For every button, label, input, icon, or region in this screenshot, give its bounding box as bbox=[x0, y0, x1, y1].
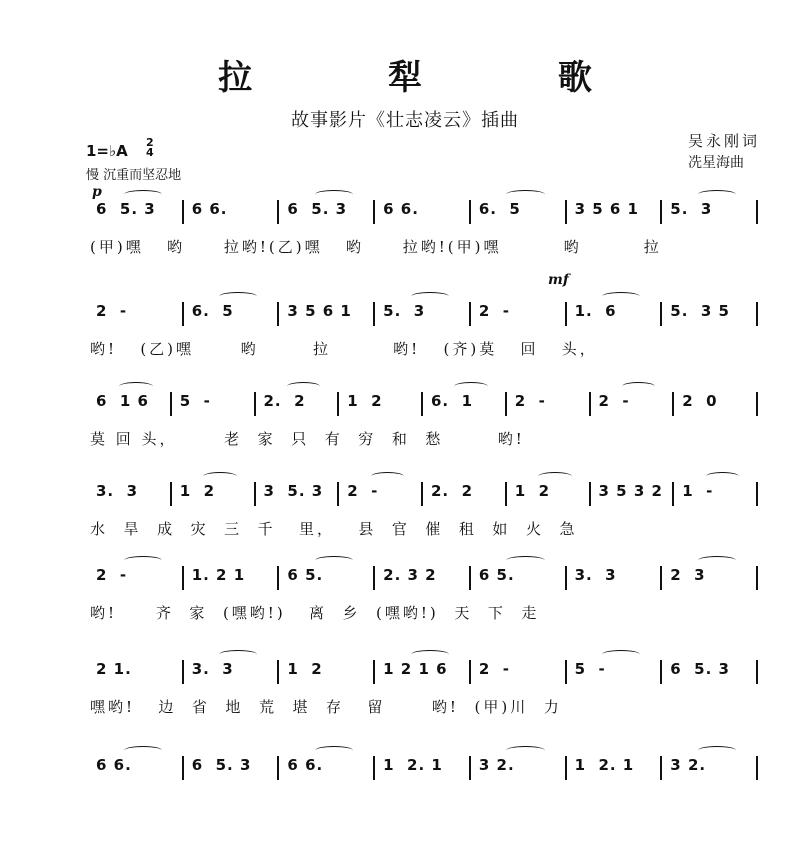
composer-credit: 冼星海曲 bbox=[688, 155, 744, 171]
slur-mark bbox=[411, 292, 449, 301]
slur-mark bbox=[124, 746, 162, 755]
measure-notes: 1 2. 1 bbox=[574, 756, 635, 774]
music-line bbox=[90, 752, 760, 782]
measure-notes: 2 - bbox=[96, 566, 128, 584]
measure-notes: 5. 3 bbox=[383, 302, 426, 320]
measure-notes: 3 5 6 1 bbox=[574, 200, 639, 218]
bar-line bbox=[505, 482, 507, 506]
slur-mark bbox=[602, 292, 640, 301]
measure-notes: 1 2 bbox=[347, 392, 383, 410]
measure-notes: 3 2. bbox=[670, 756, 707, 774]
measure-notes: 2 - bbox=[598, 392, 630, 410]
measure-notes: 6. 5 bbox=[478, 200, 521, 218]
measure-notes: 6 6. bbox=[383, 200, 419, 218]
bar-line bbox=[373, 302, 375, 326]
bar-line bbox=[182, 756, 184, 780]
slur-mark bbox=[124, 190, 162, 199]
measure-notes: 1 2. 1 bbox=[383, 756, 443, 774]
slur-mark bbox=[698, 746, 736, 755]
bar-line bbox=[254, 392, 256, 416]
measure-notes: 3. 3 bbox=[191, 660, 234, 678]
measure-notes: 1. 2 1 bbox=[191, 566, 246, 584]
measure-notes: 3 2. bbox=[478, 756, 515, 774]
bar-line bbox=[182, 200, 184, 224]
bar-line bbox=[373, 566, 375, 590]
measure-notes: 3 5 3 2 bbox=[598, 482, 663, 500]
bar-line bbox=[672, 482, 674, 506]
lyrics-line: 水 旱 成 灾 三 千 里， 县 官 催 租 如 火 急 bbox=[90, 520, 578, 538]
measure-notes: 2. 2 bbox=[431, 482, 474, 500]
bar-line bbox=[182, 566, 184, 590]
measure-notes: 1 - bbox=[682, 482, 714, 500]
measure-notes: 3. 3 bbox=[96, 482, 139, 500]
slur-mark bbox=[315, 556, 353, 565]
measure-notes: 6 5. 3 bbox=[670, 660, 730, 678]
bar-line bbox=[277, 756, 279, 780]
measure-notes: 2. 2 bbox=[263, 392, 306, 410]
slur-mark bbox=[315, 190, 353, 199]
measure-notes: 6 5. 3 bbox=[96, 200, 156, 218]
slur-mark bbox=[219, 292, 257, 301]
dynamic-mf: mf bbox=[548, 272, 569, 288]
lyricist-credit: 吴永刚词 bbox=[687, 132, 760, 150]
slur-mark bbox=[124, 556, 162, 565]
bar-line bbox=[565, 660, 567, 684]
measure-notes: 5 - bbox=[574, 660, 606, 678]
music-line bbox=[90, 388, 760, 418]
slur-mark bbox=[538, 472, 572, 481]
bar-line bbox=[182, 302, 184, 326]
bar-line bbox=[373, 200, 375, 224]
bar-line bbox=[660, 660, 662, 684]
slur-mark bbox=[622, 382, 656, 391]
bar-line bbox=[337, 392, 339, 416]
measure-notes: 1 2 1 6 bbox=[383, 660, 448, 678]
measure-notes: 2 0 bbox=[682, 392, 718, 410]
bar-line bbox=[565, 200, 567, 224]
lyrics-line: 嘿哟! 边 省 地 荒 堪 存 留 哟! (甲)川 力 bbox=[90, 698, 562, 716]
bar-line bbox=[565, 302, 567, 326]
bar-line bbox=[589, 392, 591, 416]
measure-notes: 6 5. 3 bbox=[191, 756, 252, 774]
slur-mark bbox=[203, 472, 237, 481]
bar-line bbox=[660, 756, 662, 780]
bar-line bbox=[672, 392, 674, 416]
slur-mark bbox=[506, 746, 544, 755]
slur-mark bbox=[602, 650, 640, 659]
measure-notes: 6 5. bbox=[478, 566, 515, 584]
lyrics-line: (甲)嘿 哟 拉哟!(乙)嘿 哟 拉哟!(甲)嘿 哟 拉 bbox=[90, 238, 662, 256]
time-signature: 2 4 bbox=[146, 136, 154, 159]
bar-line bbox=[421, 392, 423, 416]
music-line bbox=[90, 562, 760, 592]
bar-line bbox=[337, 482, 339, 506]
bar-line bbox=[660, 302, 662, 326]
slur-mark bbox=[454, 382, 488, 391]
bar-line bbox=[469, 302, 471, 326]
bar-line bbox=[565, 566, 567, 590]
song-title: 拉 犁 歌 bbox=[218, 58, 654, 98]
slur-mark bbox=[698, 556, 736, 565]
bar-line bbox=[756, 392, 758, 416]
measure-notes: 3 5 6 1 bbox=[287, 302, 352, 320]
bar-line bbox=[469, 566, 471, 590]
measure-notes: 2 - bbox=[478, 660, 510, 678]
measure-notes: 1 2 bbox=[179, 482, 216, 500]
music-line bbox=[90, 656, 760, 686]
measure-notes: 2 - bbox=[347, 482, 379, 500]
measure-notes: 1. 6 bbox=[574, 302, 617, 320]
slur-mark bbox=[315, 746, 353, 755]
bar-line bbox=[660, 566, 662, 590]
measure-notes: 2 1. bbox=[96, 660, 132, 678]
bar-line bbox=[277, 566, 279, 590]
measure-notes: 6 1 6 bbox=[96, 392, 149, 410]
bar-line bbox=[182, 660, 184, 684]
bar-line bbox=[277, 200, 279, 224]
measure-notes: 5 - bbox=[179, 392, 211, 410]
bar-line bbox=[277, 302, 279, 326]
bar-line bbox=[254, 482, 256, 506]
measure-notes: 3. 3 bbox=[574, 566, 617, 584]
measure-notes: 6. 1 bbox=[431, 392, 474, 410]
bar-line bbox=[421, 482, 423, 506]
bar-line bbox=[373, 660, 375, 684]
measure-notes: 1 2 bbox=[514, 482, 551, 500]
music-line bbox=[90, 478, 760, 508]
song-subtitle: 故事影片《壮志凌云》插曲 bbox=[291, 110, 519, 131]
lyrics-line: 哟! (乙)嘿 哟 拉 哟! (齐)莫 回 头， bbox=[90, 340, 598, 358]
bar-line bbox=[170, 392, 172, 416]
lyrics-line: 哟! 齐 家 (嘿哟!) 离 乡 (嘿哟!) 天 下 走 bbox=[90, 604, 540, 622]
dynamic-p: p bbox=[92, 184, 102, 200]
bar-line bbox=[469, 660, 471, 684]
bar-line bbox=[469, 756, 471, 780]
music-line bbox=[90, 298, 760, 328]
measure-notes: 6 5. 3 bbox=[287, 200, 348, 218]
measure-notes: 2 - bbox=[478, 302, 510, 320]
tempo-marking: 慢 沉重而坚忍地 bbox=[86, 168, 182, 183]
measure-notes: 2 - bbox=[96, 302, 128, 320]
measure-notes: 2 3 bbox=[670, 566, 706, 584]
measure-notes: 1 2 bbox=[287, 660, 323, 678]
bar-line bbox=[756, 756, 758, 780]
measure-notes: 3 5. 3 bbox=[263, 482, 324, 500]
bar-line bbox=[756, 302, 758, 326]
slur-mark bbox=[706, 472, 740, 481]
bar-line bbox=[660, 200, 662, 224]
bar-line bbox=[469, 200, 471, 224]
key-signature: 1=♭A bbox=[86, 142, 128, 160]
bar-line bbox=[505, 392, 507, 416]
lyrics-line: 莫 回 头， 老 家 只 有 穷 和 愁 哟! bbox=[90, 430, 525, 448]
measure-notes: 6 5. bbox=[287, 566, 324, 584]
measure-notes: 6 6. bbox=[191, 200, 228, 218]
slur-mark bbox=[119, 382, 153, 391]
measure-notes: 5. 3 bbox=[670, 200, 713, 218]
measure-notes: 2. 3 2 bbox=[383, 566, 437, 584]
slur-mark bbox=[411, 650, 449, 659]
bar-line bbox=[373, 756, 375, 780]
bar-line bbox=[756, 482, 758, 506]
slur-mark bbox=[506, 190, 544, 199]
measure-notes: 5. 3 5 bbox=[670, 302, 730, 320]
bar-line bbox=[756, 660, 758, 684]
bar-line bbox=[565, 756, 567, 780]
measure-notes: 6 6. bbox=[287, 756, 324, 774]
slur-mark bbox=[506, 556, 544, 565]
measure-notes: 2 - bbox=[514, 392, 546, 410]
slur-mark bbox=[371, 472, 405, 481]
slur-mark bbox=[219, 650, 257, 659]
bar-line bbox=[170, 482, 172, 506]
bar-line bbox=[589, 482, 591, 506]
bar-line bbox=[756, 566, 758, 590]
music-line bbox=[90, 196, 760, 226]
bar-line bbox=[756, 200, 758, 224]
bar-line bbox=[277, 660, 279, 684]
measure-notes: 6. 5 bbox=[191, 302, 234, 320]
slur-mark bbox=[287, 382, 321, 391]
measure-notes: 6 6. bbox=[96, 756, 132, 774]
slur-mark bbox=[698, 190, 736, 199]
